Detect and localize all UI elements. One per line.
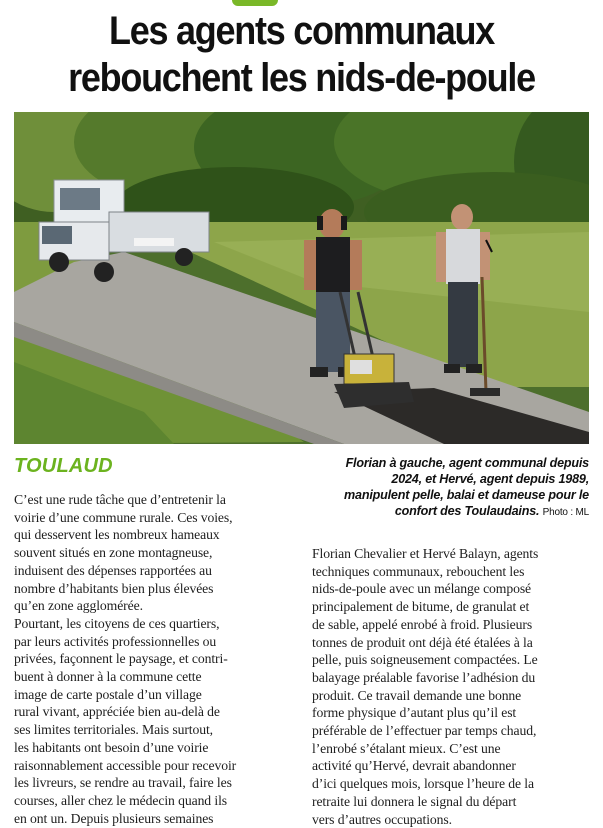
body-line: souvent situés en zone montagneuse, bbox=[14, 545, 213, 561]
caption-line: manipulent pelle, balai et dameuse pour le bbox=[344, 488, 589, 502]
article-body-left-column bbox=[14, 491, 290, 827]
body-line: les livreurs, se rendre au travail, faire les bbox=[14, 775, 232, 791]
caption-line: confort des Toulaudains. Photo : ML bbox=[394, 504, 589, 518]
body-line: d’ici quelques mois, lorsque l’heure de la bbox=[312, 776, 534, 792]
body-line: privées, façonnent le paysage, et contri- bbox=[14, 651, 228, 667]
body-line: en ont un. Depuis plusieurs semaines bbox=[14, 810, 214, 826]
body-line: ses limites territoriales. Mais surtout, bbox=[14, 722, 214, 738]
body-line: forme physique d’autant plus qu’il est bbox=[312, 705, 517, 721]
body-line: qui desservent les nombreux hameaux bbox=[14, 527, 220, 543]
body-line: induisent des dépenses rapportées au bbox=[14, 562, 212, 578]
section-kicker: TOULAUD bbox=[14, 455, 113, 477]
body-line: nids-de-poule avec un mélange composé bbox=[312, 581, 532, 597]
body-line: Florian Chevalier et Hervé Balayn, agents bbox=[312, 546, 539, 561]
body-line: retraite lui donnera le signal du départ bbox=[312, 793, 517, 809]
body-line: voirie d’une commune rurale. Ces voies, bbox=[14, 509, 233, 525]
headline-line-1: Les agents communaux bbox=[109, 9, 494, 53]
body-line: vers d’autres occupations. bbox=[312, 811, 452, 827]
caption-line: 2024, et Hervé, agent depuis 1989, bbox=[391, 472, 589, 486]
body-line: raisonnablement accessible pour recevoir bbox=[14, 757, 237, 773]
body-line: l’enrobé s’étalant mieux. C’est une bbox=[312, 740, 501, 756]
headline bbox=[30, 8, 573, 102]
body-line: produit. Ce travail demande une bonne bbox=[312, 687, 522, 703]
body-line: principalement de bitume, de granulat et bbox=[312, 599, 530, 615]
caption-line: Florian à gauche, agent communal depuis bbox=[345, 456, 589, 470]
body-line: activité qu’Hervé, devrait abandonner bbox=[312, 758, 516, 774]
article-photo bbox=[14, 112, 589, 444]
body-line: qu’en zone agglomérée. bbox=[14, 598, 143, 614]
body-line: de sable, appelé enrobé à froid. Plusieurs bbox=[312, 616, 533, 632]
body-line: par leurs activités professionnelles ou bbox=[14, 633, 217, 649]
body-line: préférable de l’effectuer par temps chaud, bbox=[312, 723, 537, 739]
headline-line-2: rebouchent les nids-de-poule bbox=[68, 56, 535, 100]
body-line: balayage préalable favorise l’adhésion du bbox=[312, 669, 536, 685]
body-line: pelle, puis soigneusement compactées. Le bbox=[312, 652, 538, 668]
section-accent-tab bbox=[232, 0, 278, 6]
body-line: techniques communaux, rebouchent les bbox=[312, 563, 525, 579]
body-line: buent à donner à la commune cette bbox=[14, 669, 202, 685]
body-line: courses, aller chez le médecin quand ils bbox=[14, 792, 228, 808]
photo-caption bbox=[300, 455, 589, 521]
body-line: nombre d’habitants bien plus élevées bbox=[14, 580, 214, 596]
body-line: rural vivant, appréciée bien au-delà de bbox=[14, 704, 220, 720]
body-line: les habitants ont besoin d’une voirie bbox=[14, 739, 209, 755]
body-line: C’est une rude tâche que d’entretenir la bbox=[14, 492, 226, 507]
body-line: image de carte postale d’un village bbox=[14, 686, 202, 702]
body-line: tonnes de produit ont déjà été étalées à la bbox=[312, 634, 533, 650]
photo-credit: Photo : ML bbox=[542, 507, 589, 518]
body-line: Pourtant, les citoyens de ces quartiers, bbox=[14, 615, 220, 631]
article-body-right-column bbox=[312, 545, 589, 828]
